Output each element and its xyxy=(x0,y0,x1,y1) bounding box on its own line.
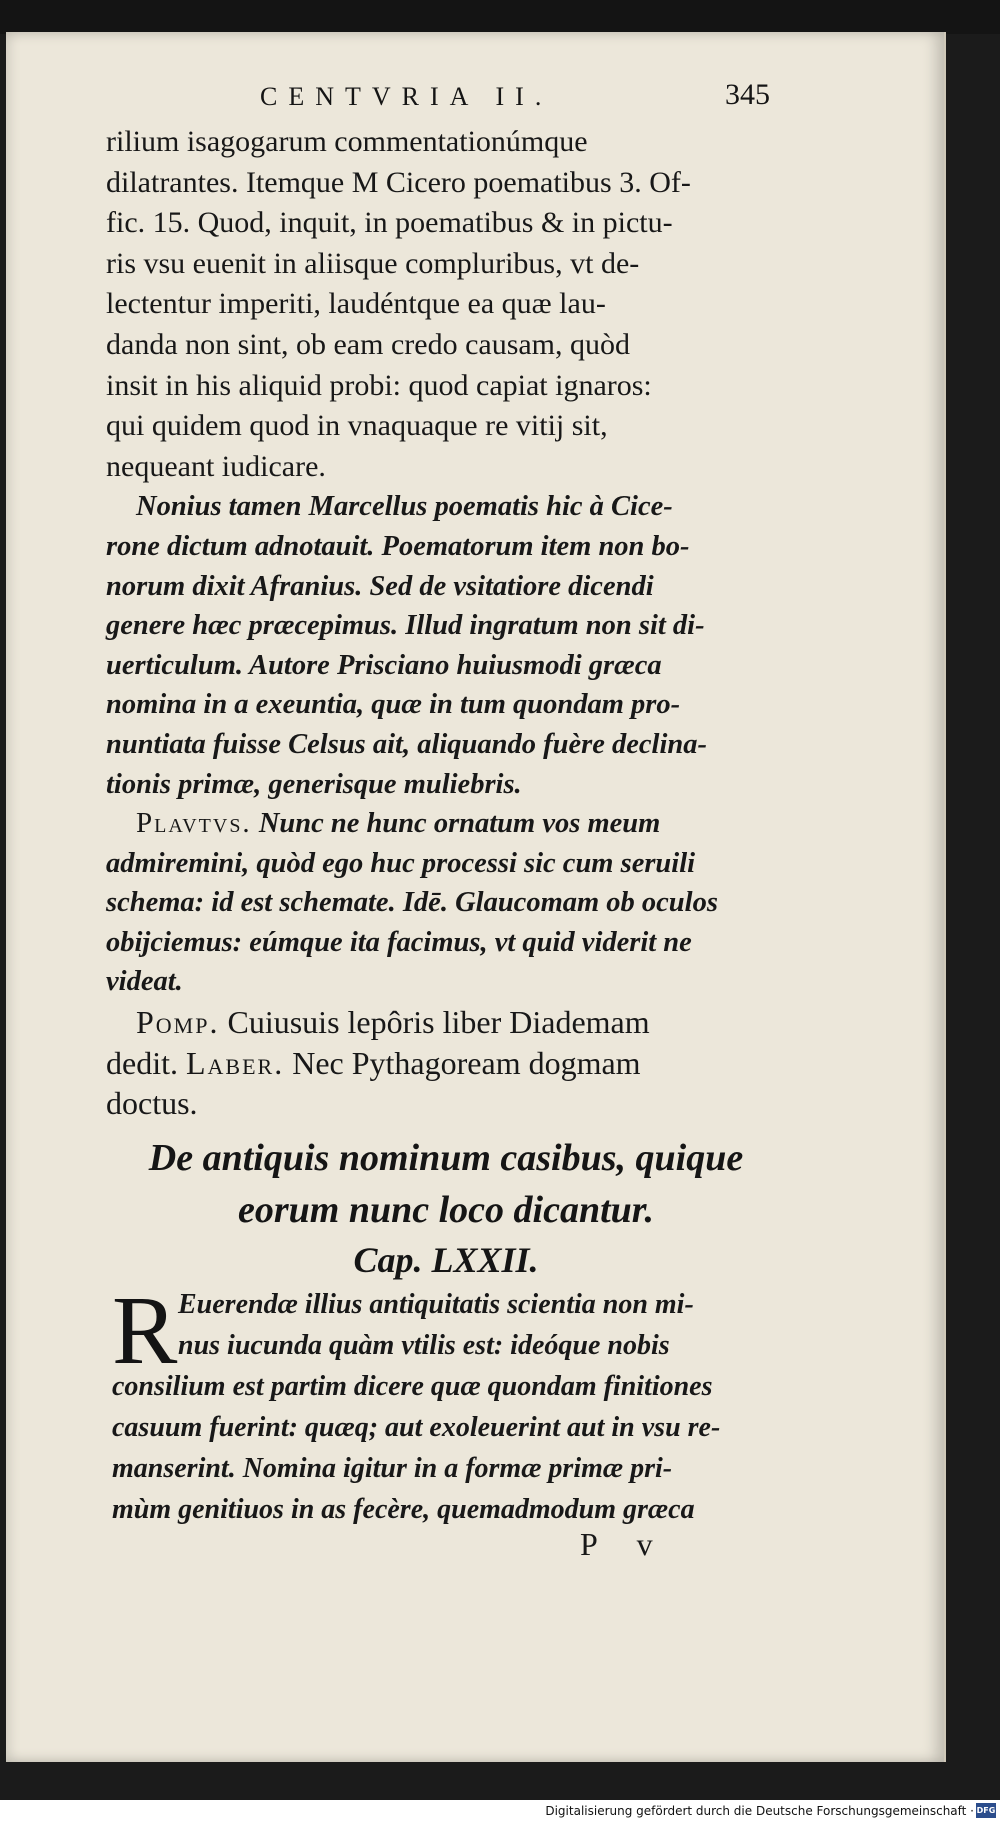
running-title: CENTVRIA II. xyxy=(260,82,553,111)
paragraph-pomp xyxy=(106,1002,778,1124)
text-line: nomina in a exeuntia, quæ in tum quondam pro- xyxy=(106,689,681,721)
text-line: dilatrantes. Itemque M Cicero poematibus 3. Of- xyxy=(106,165,691,199)
text-line: norum dixit Afranius. Sed de vsitatiore dicendi xyxy=(106,570,654,602)
text-line: doctus. xyxy=(106,1085,198,1122)
text-line: nuntiata fuisse Celsus ait, aliquando fuère declina- xyxy=(106,728,707,760)
text-line: consilium est partim dicere quæ quondam finitiones xyxy=(112,1371,713,1402)
digitization-credit: Digitalisierung gefördert durch die Deutsche Forschungsgemeinschaft · xyxy=(545,1804,974,1818)
quote-text: Nec Pythagoream dogmam xyxy=(284,1044,641,1081)
dfg-logo-icon: DFG xyxy=(976,1803,996,1818)
speaker-name: Pomp. xyxy=(136,1004,220,1041)
text-line: genere hæc præcepimus. Illud ingratum non sit di- xyxy=(106,610,705,642)
main-text xyxy=(106,122,778,1124)
speaker-name: Plavtvs. xyxy=(136,807,252,840)
text-line: tionis primæ, generisque muliebris. xyxy=(106,768,522,800)
text-line: nus iucunda quàm vtilis est: ideóque nobis xyxy=(178,1330,670,1361)
drop-cap: R xyxy=(112,1277,178,1385)
chapter-title-line: eorum nunc loco dicantur. xyxy=(238,1189,654,1231)
quote-text: dedit. xyxy=(106,1044,186,1081)
chapter-number: Cap. LXXII. xyxy=(353,1240,539,1280)
text-line: rilium isagogarum commentationúmque xyxy=(106,125,588,158)
page-header xyxy=(260,78,780,122)
text-line: casuum fuerint: quæq; aut exoleuerint aut in vsu re- xyxy=(112,1412,721,1443)
text-line: lectentur imperiti, laudéntque ea quæ lau- xyxy=(106,287,606,321)
chapter-title-line: De antiquis nominum casibus, quique xyxy=(148,1137,744,1179)
text-line: uerticulum. Autore Prisciano huiusmodi græca xyxy=(106,649,662,681)
text-line: rone dictum adnotauit. Poematorum item non bo- xyxy=(106,530,690,562)
text-line xyxy=(106,1002,778,1043)
speaker-name: Laber. xyxy=(185,1044,285,1081)
chapter-body xyxy=(112,1277,784,1528)
text-line: obijciemus: eúmque ita facimus, vt quid viderit ne xyxy=(106,926,692,958)
signature-mark: P v xyxy=(580,1526,669,1562)
text-line: admiremini, quòd ego huc processi sic cum seruili xyxy=(106,847,696,879)
text-line: mùm genitiuos in as fecère, quemadmodum græca xyxy=(112,1494,695,1525)
text-line: danda non sint, ob eam credo causam, quòd xyxy=(106,327,631,361)
page-number: 345 xyxy=(725,78,770,111)
text-line: nequeant iudicare. xyxy=(106,449,326,483)
text-line: manserint. Nomina igitur in a formæ primæ pri- xyxy=(112,1453,673,1484)
text-line xyxy=(106,804,778,844)
text-line xyxy=(106,1043,778,1084)
paragraph-nonius xyxy=(106,487,778,804)
chapter-heading xyxy=(106,1132,786,1284)
text-line: Euerendæ illius antiquitatis scientia non mi- xyxy=(178,1289,694,1320)
text-line: schema: id est schemate. Idē. Glaucomam ob oculos xyxy=(106,887,718,919)
quote-text: Cuiusuis lepôris liber Diademam xyxy=(219,1004,650,1041)
paragraph-plautus xyxy=(106,804,778,1002)
text-line: ris vsu euenit in aliisque compluribus, vt de- xyxy=(106,246,640,280)
text-line: insit in his aliquid probi: quod capiat ignaros: xyxy=(106,368,652,402)
quote-text: Nunc ne hunc ornatum vos meum xyxy=(251,808,661,840)
text-line: videat. xyxy=(106,966,183,998)
scan-top-border xyxy=(0,0,1000,34)
text-line: Nonius tamen Marcellus poematis hic à Cice- xyxy=(136,491,673,523)
paragraph-cicero xyxy=(106,122,778,487)
text-line: qui quidem quod in vnaquaque re vitij sit, xyxy=(106,409,608,443)
text-line: fic. 15. Quod, inquit, in poematibus & in pictu- xyxy=(106,206,673,240)
